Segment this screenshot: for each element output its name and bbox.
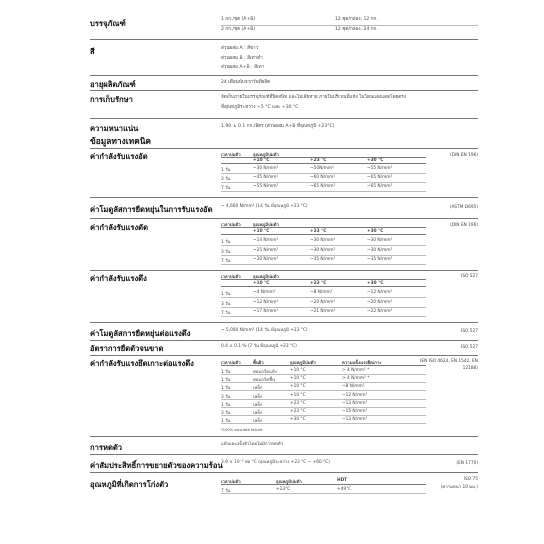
table-cell: ~20 N/mm² <box>367 300 393 305</box>
bond-footnote: *100% concrete failure <box>221 428 263 432</box>
table-cell: 1 วัน <box>221 403 231 408</box>
thermal-value: 3.9 × 10⁻⁵ ต่อ °C (อุณหภูมิระหว่าง +23 °C ~ +60 °C) <box>221 460 330 465</box>
table-cell: +49°C <box>337 487 352 492</box>
bond-section <box>90 356 478 437</box>
modulus-tension-standard: ISO 527 <box>461 329 478 334</box>
modulus-tension-value: ~ 5,000 N/mm² (14 วัน ที่อุณหภูมิ +23 °C) <box>221 328 308 333</box>
shrinkage-section <box>90 437 478 455</box>
table-cell: ~22 N/mm² <box>367 309 393 314</box>
table-row <box>221 416 426 424</box>
table-cell: ~8 N/mm² <box>310 290 333 295</box>
density-value: 1.90 ± 0.1 กก./ลิตร (ส่วนผสม A+B ที่อุณหภูมิ +23°C) <box>221 124 335 129</box>
flexural-header-30c: +30 °C <box>367 229 384 234</box>
color-title: สี <box>90 47 95 56</box>
tensile-header-30c: +30 °C <box>367 281 384 286</box>
table-cell: +23 °C <box>290 401 306 406</box>
color-mixed: ส่วนผสม A+B : สีเทา <box>221 65 265 70</box>
table-cell: ~50N/mm² <box>310 166 334 171</box>
table-cell: ~13 N/mm² <box>342 417 368 422</box>
hdt-section <box>90 473 478 501</box>
modulus-tension-title: ค่าโมดูลัสการยืดหยุ่นต่อแรงดึง <box>90 329 191 338</box>
shelf-life-title: อายุผลิตภัณฑ์ <box>90 80 136 89</box>
thermal-standard: (EN 1770) <box>456 461 478 466</box>
table-cell: ~45 N/mm² <box>253 175 279 180</box>
table-cell: 3 วัน <box>221 250 231 255</box>
table-cell: ~30 N/mm² <box>253 166 279 171</box>
table-cell: ~35 N/mm² <box>310 257 336 262</box>
table-cell: ~35 N/mm² <box>367 257 393 262</box>
table-cell: เหล็ก <box>253 419 263 424</box>
table-cell: ~4 N/mm² <box>253 290 276 295</box>
density-section <box>90 119 478 134</box>
table-cell: 1 วัน <box>221 386 231 391</box>
storage-line-2: ที่อุณหภูมิระหว่าง +5 °C และ +30 °C <box>221 105 299 110</box>
table-cell: +23 °C <box>290 409 306 414</box>
compressive-header-cure-time: เวลาบ่มตัว <box>221 153 241 158</box>
compressive-header-cure-temp: อุณหภูมิบ่มตัว <box>253 153 279 158</box>
table-cell: +30 °C <box>290 417 306 422</box>
color-part-b: ส่วนผสม B : สีเทาดำ <box>221 56 263 61</box>
table-cell: ~17 N/mm² <box>253 309 279 314</box>
table-cell: ~60 N/mm² <box>310 175 336 180</box>
table-cell: ~20 N/mm² <box>310 300 336 305</box>
table-cell: เหล็ก <box>253 403 263 408</box>
bond-header-cure-temp: อุณหภูมิบ่มตัว <box>290 361 316 366</box>
tensile-table <box>221 274 426 320</box>
hdt-title: อุณหภูมิที่เกิดการโก่งตัว <box>90 480 169 489</box>
storage-title: การเก็บรักษา <box>90 95 133 104</box>
flexural-header-10c: +10 °C <box>253 229 270 234</box>
table-cell: +10 °C <box>290 393 306 398</box>
table-cell: 1 วัน <box>221 419 231 424</box>
table-cell: 3 วัน <box>221 302 231 307</box>
table-cell: ~8 N/mm² <box>342 384 365 389</box>
table-cell: 7 วัน <box>221 489 231 494</box>
table-cell: +10 °C <box>290 368 306 373</box>
modulus-compression-title: ค่าโมดูลัสการยืดหยุ่นในการรับแรงอัด <box>90 205 213 214</box>
table-cell: ~55 N/mm² <box>367 166 393 171</box>
table-cell: เหล็ก <box>253 395 263 400</box>
thermal-section <box>90 455 478 473</box>
table-cell: 7 วัน <box>221 311 231 316</box>
elongation-standard: ISO 527 <box>461 345 478 350</box>
bond-title: ค่ากำลังรับแรงยึดเกาะต่อแรงดึง <box>90 359 194 368</box>
table-row <box>221 408 426 416</box>
tensile-header-23c: +23 °C <box>310 281 327 286</box>
modulus-compression-section <box>90 198 478 219</box>
bond-table <box>221 359 426 435</box>
table-row <box>221 383 426 391</box>
table-cell: 1 วัน <box>221 168 231 173</box>
table-cell: ~15 N/mm² <box>342 409 368 414</box>
table-cell: 3 วัน <box>221 411 231 416</box>
tensile-header-10c: +10 °C <box>253 281 270 286</box>
table-row <box>221 375 426 383</box>
table-cell: 7 วัน <box>221 259 231 264</box>
hdt-table <box>221 478 426 498</box>
bond-header <box>221 359 426 366</box>
bond-header-cure-time: เวลาบ่มตัว <box>221 361 241 366</box>
table-cell: ~14 N/mm² <box>253 238 279 243</box>
flexural-table <box>221 222 426 268</box>
compressive-table <box>221 152 426 196</box>
tensile-section <box>90 271 478 323</box>
table-cell: 1 วัน <box>221 292 231 297</box>
table-cell: +23°C <box>276 487 291 492</box>
table-cell: ~65 N/mm² <box>367 184 393 189</box>
bond-standard-line-2: 12188) <box>462 366 478 371</box>
color-part-a: ส่วนผสม A : สีขาว <box>221 46 259 51</box>
table-cell: 7 วัน <box>221 186 231 191</box>
hdt-header <box>221 478 426 485</box>
tensile-standard: ISO 527 <box>461 274 478 279</box>
table-cell: คอนกรีตแห้ง <box>253 370 277 375</box>
shelf-life-value: 24 เดือนนับจากวันที่ผลิต <box>221 80 271 85</box>
table-cell: ~12 N/mm² <box>253 300 279 305</box>
shrinkage-value: แห้งและแข็งตัวโดยไม่มีการหดตัว <box>221 442 284 447</box>
elongation-value: 0.4 ± 0.1 % (7 วัน ที่อุณหภูมิ +23 °C) <box>221 344 297 349</box>
modulus-compression-standard: (ASTM D695) <box>449 205 478 210</box>
technical-heading <box>90 134 478 149</box>
flexural-section <box>90 219 478 271</box>
packaging-section <box>90 12 478 40</box>
flexural-header-23c: +23 °C <box>310 229 327 234</box>
table-cell: ~13 N/mm² <box>342 401 368 406</box>
hdt-standard-line-1: ISO 75 <box>463 477 478 482</box>
compressive-header-30c: +30 °C <box>367 158 384 163</box>
compressive-header-23c: +23 °C <box>310 158 327 163</box>
table-cell: ~65 N/mm² <box>367 175 393 180</box>
flexural-standard: (DIN EN 196) <box>449 223 478 228</box>
modulus-tension-section <box>90 323 478 341</box>
table-row <box>221 400 426 408</box>
table-row <box>221 367 426 375</box>
compressive-section <box>90 149 478 198</box>
table-cell: คอนกรีตชื้น <box>253 378 275 383</box>
modulus-compression-value: ~ 4,600 N/mm² (14 วัน ที่อุณหภูมิ +23 °C) <box>221 204 308 209</box>
packaging-title: บรรจุภัณฑ์ <box>90 19 126 28</box>
shrinkage-title: การหดตัว <box>90 443 123 452</box>
technical-title: ข้อมูลทางเทคนิค <box>90 136 152 146</box>
elongation-title: อัตราการยืดตัวจนขาด <box>90 344 164 353</box>
table-cell: ~65 N/mm² <box>310 184 336 189</box>
table-cell: ~30 N/mm² <box>310 248 336 253</box>
table-cell: 1 วัน <box>221 378 231 383</box>
color-section <box>90 40 478 76</box>
table-row <box>221 486 426 494</box>
packaging-box-2: 12 ชุด/กล่อง, 24 กก. <box>335 27 378 32</box>
compressive-header-10c: +10 °C <box>253 158 270 163</box>
tensile-header-top <box>221 274 426 280</box>
flexural-header-cure-time: เวลาบ่มตัว <box>221 223 241 228</box>
table-cell: ~30 N/mm² <box>367 248 393 253</box>
compressive-standard: (DIN EN 196) <box>449 153 478 158</box>
tensile-header-cure-temp: อุณหภูมิบ่มตัว <box>253 275 279 280</box>
table-cell: ~12 N/mm² <box>342 393 368 398</box>
table-cell: ~30 N/mm² <box>253 257 279 262</box>
flexural-header-top <box>221 222 426 228</box>
density-title: ความหนาแน่น <box>90 124 139 133</box>
table-cell: 1 วัน <box>221 240 231 245</box>
bond-header-substrate: พื้นผิว <box>253 361 264 366</box>
table-cell: 3 วัน <box>221 177 231 182</box>
hdt-header-cure-time: เวลาบ่มตัว <box>221 480 241 485</box>
storage-line-1: จัดเก็บภายในบรรจุภัณฑ์ที่ปิดสนิท และไม่เสียหาย ภายในบริเวณที่แห้ง ไม่โดนแสงแดดโดยตรง <box>221 95 406 100</box>
shelf-life-section <box>90 76 478 91</box>
table-cell: ~12 N/mm² <box>367 290 393 295</box>
table-cell: > 4 N/mm² * <box>342 376 370 381</box>
elongation-section <box>90 341 478 356</box>
table-cell: ~30 N/mm² <box>367 238 393 243</box>
table-cell: 1 วัน <box>221 370 231 375</box>
packaging-box-1: 12 ชุด/กล่อง, 12 กก. <box>335 17 378 22</box>
flexural-title: ค่ากำลังรับแรงดัด <box>90 223 149 232</box>
tensile-title: ค่ากำลังรับแรงดึง <box>90 274 147 283</box>
hdt-standard-line-2: (ความหนา 10 มม.) <box>440 485 478 490</box>
table-cell: ~25 N/mm² <box>253 248 279 253</box>
hdt-header-cure-temp: อุณหภูมิบ่มตัว <box>276 480 302 485</box>
bond-standard-line-1: (EN ISO 4624, EN 1542, EN <box>419 359 478 364</box>
product-datasheet <box>90 12 478 501</box>
thermal-title: ค่าสัมประสิทธิ์การขยายตัวของความร้อน <box>90 461 223 470</box>
tensile-header-cure-time: เวลาบ่มตัว <box>221 275 241 280</box>
packaging-size-2: 2 กก./ชุด (A+B) <box>221 27 256 32</box>
table-cell: > 4 N/mm² * <box>342 368 370 373</box>
bond-header-bond-strength: ความแข็งแรงยึดเกาะ <box>342 361 382 366</box>
table-cell: +10 °C <box>290 376 306 381</box>
table-cell: เหล็ก <box>253 411 263 416</box>
table-cell: ~21 N/mm² <box>310 309 336 314</box>
table-cell: 3 วัน <box>221 395 231 400</box>
table-cell: +10 °C <box>290 384 306 389</box>
table-cell: ~30 N/mm² <box>310 238 336 243</box>
table-row <box>221 392 426 400</box>
storage-section <box>90 91 478 119</box>
compressive-title: ค่ากำลังรับแรงอัด <box>90 152 148 161</box>
flexural-header-cure-temp: อุณหภูมิบ่มตัว <box>253 223 279 228</box>
hdt-header-hdt: HDT <box>337 478 348 483</box>
packaging-size-1: 1 กก./ชุด (A+B) <box>221 17 256 22</box>
table-cell: ~55 N/mm² <box>253 184 279 189</box>
table-cell: เหล็ก <box>253 386 263 391</box>
